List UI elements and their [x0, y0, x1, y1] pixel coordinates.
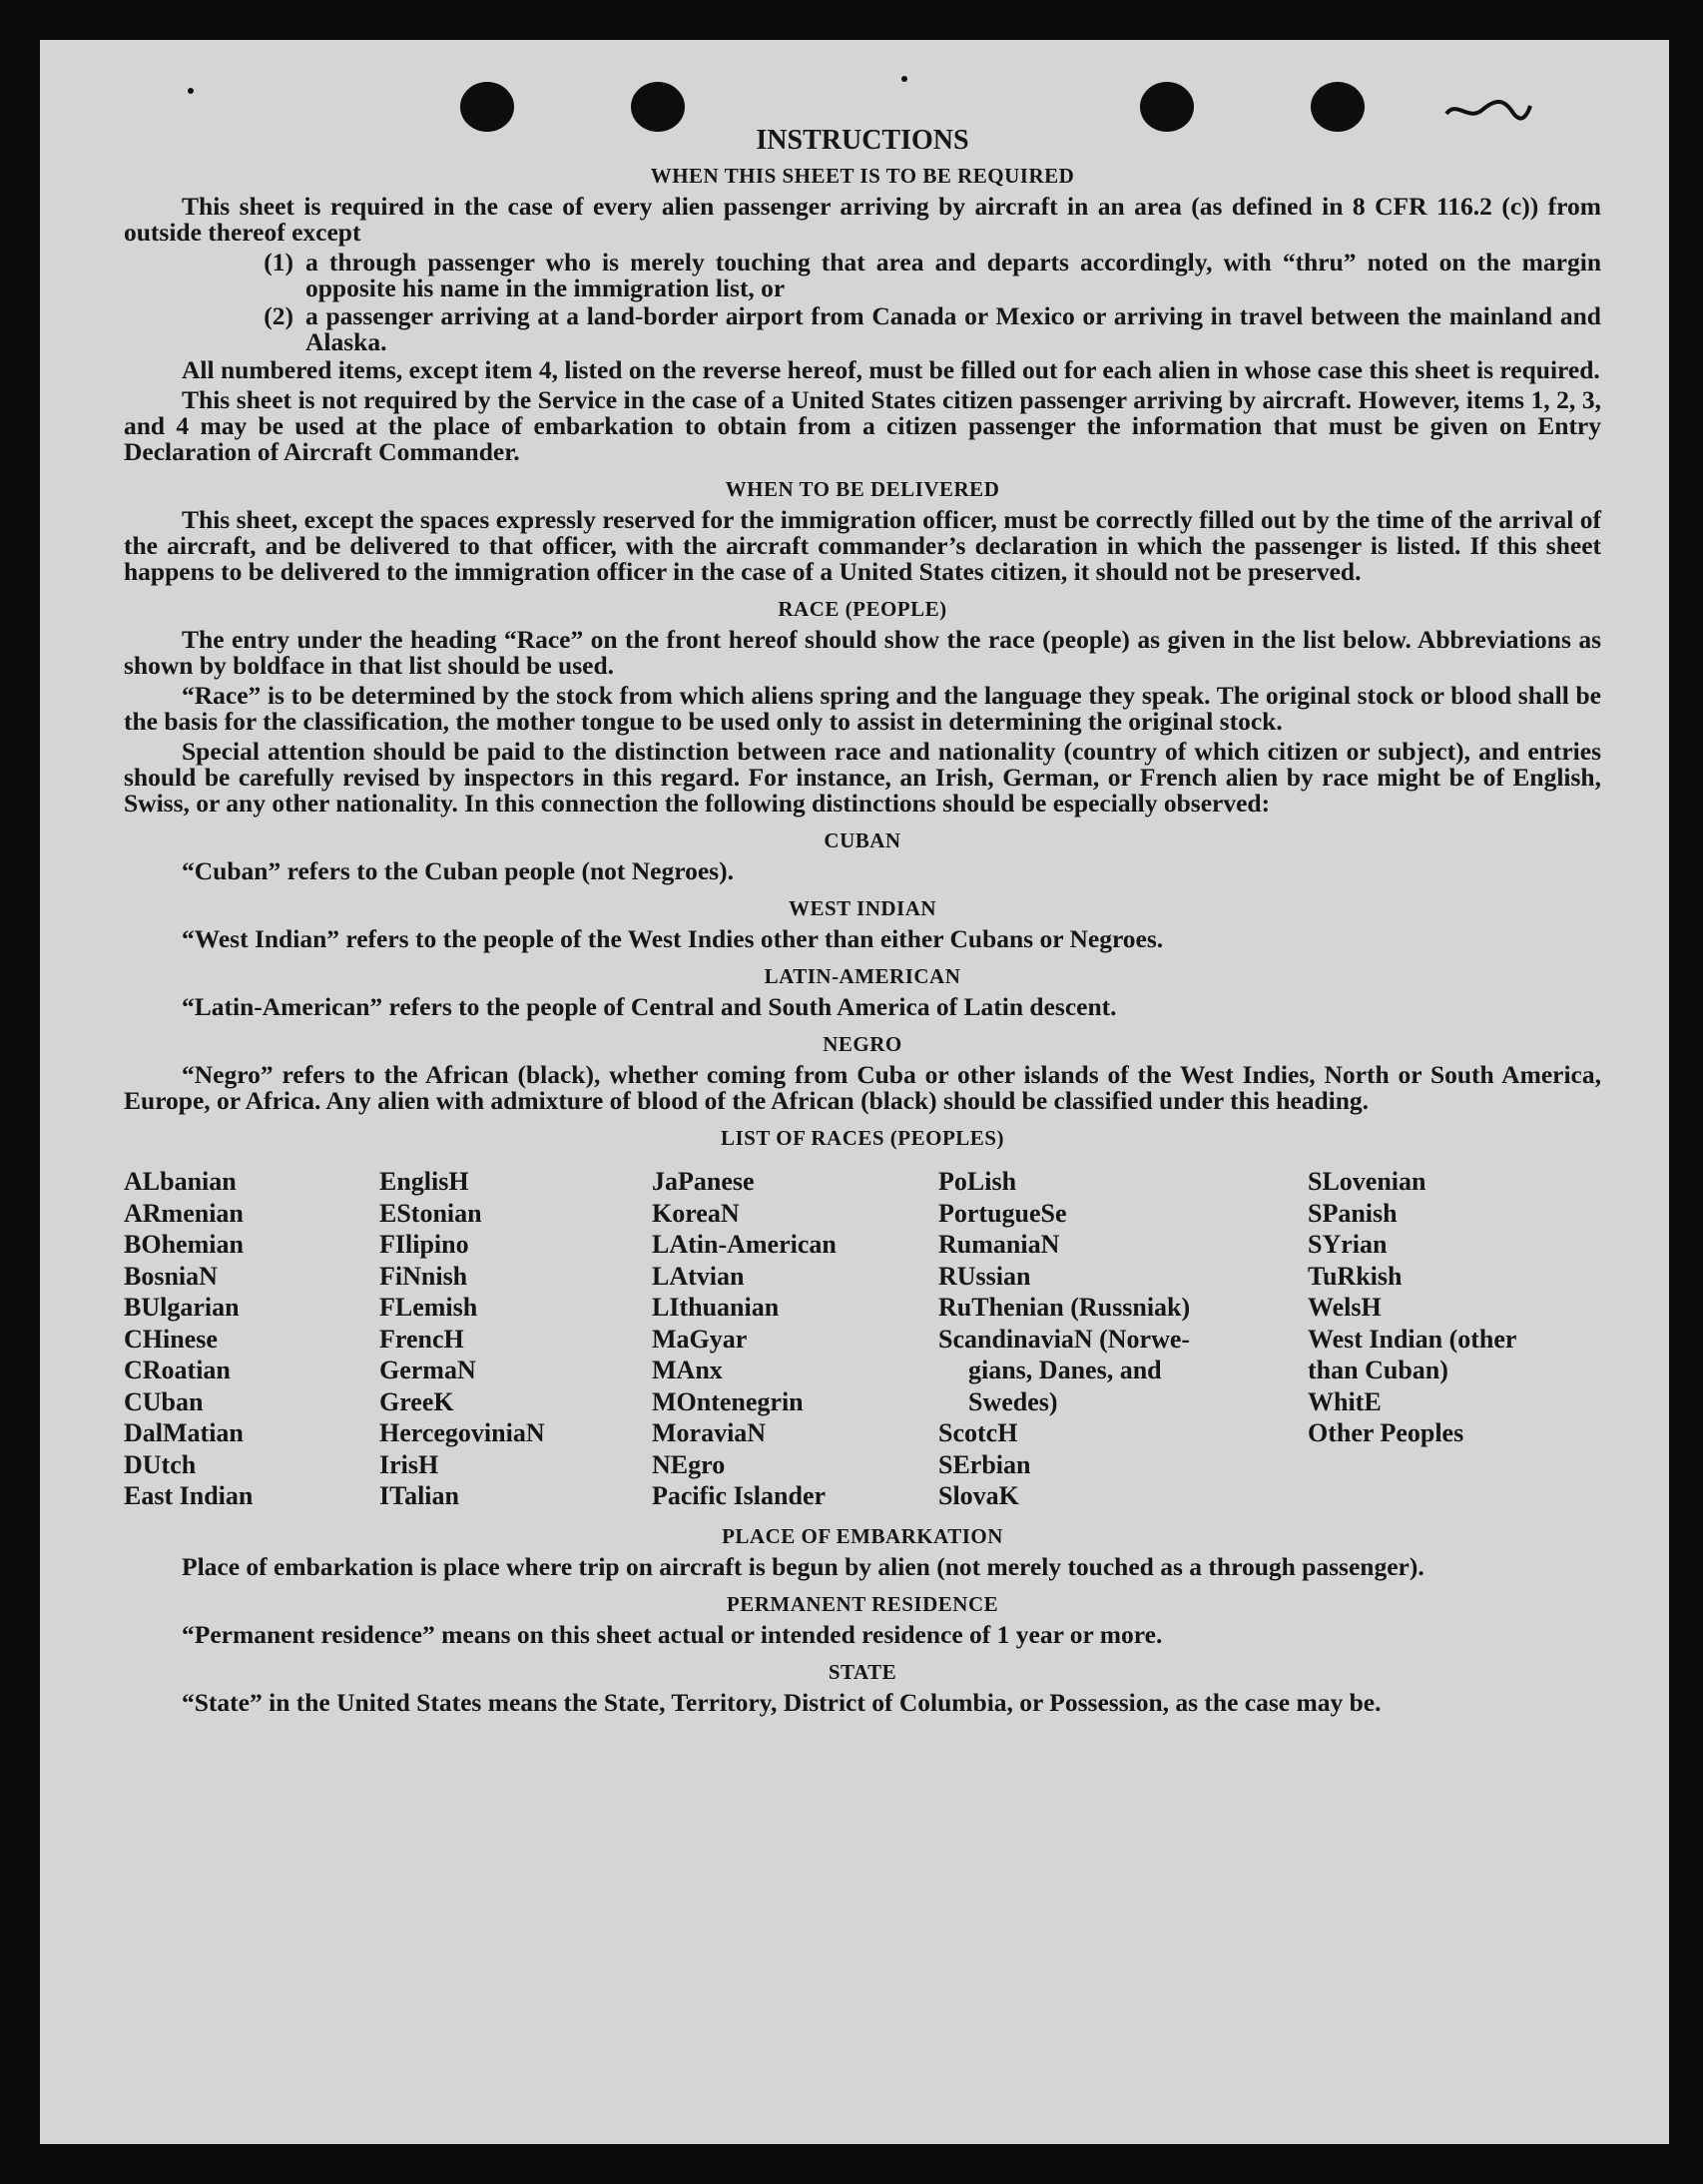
list-item: LAtvian [652, 1261, 745, 1291]
list-item: WhitE [1308, 1386, 1382, 1416]
list-item: FiNnish [379, 1261, 468, 1291]
section-heading-state: STATE [828, 1659, 897, 1684]
list-item: West Indian (other [1308, 1324, 1517, 1354]
section-heading-list-of-races: LIST OF RACES (PEOPLES) [721, 1126, 1004, 1150]
list-item: HercegoviniaN [379, 1418, 545, 1447]
section-heading-latin-american: LATIN-AMERICAN [764, 964, 961, 988]
list-item: FLemish [379, 1293, 478, 1322]
list-item: East Indian [124, 1481, 254, 1510]
list-item: ARmenian [124, 1198, 244, 1228]
list-item: EnglisH [379, 1167, 469, 1196]
paragraph-when-required-intro: This sheet is required in the case of every alien passenger arriving by aircraft in an area (as defined in 8 CFR 116.2 (c)) from outside thereof except [124, 192, 1601, 247]
list-item: FrencH [379, 1324, 464, 1354]
list-item: BOhemian [124, 1230, 244, 1259]
list-item: CRoatian [124, 1356, 231, 1384]
list-item: BUlgarian [124, 1293, 240, 1322]
list-item: NEgro [652, 1449, 726, 1479]
list-item: DUtch [124, 1449, 197, 1479]
instructions-body [124, 118, 1601, 1720]
races-column-1 [124, 1166, 379, 1512]
races-column-3 [652, 1166, 938, 1512]
list-item: GermaN [379, 1356, 476, 1384]
exception-item [124, 250, 1601, 301]
paragraph-west-indian: “West Indian” refers to the people of the West Indies other than either Cubans or Negroes. [182, 924, 1164, 953]
list-item: WelsH [1308, 1293, 1382, 1322]
list-item: JaPanese [652, 1167, 755, 1196]
paragraph-negro: “Negro” refers to the African (black), whether coming from Cuba or other islands of the West Indies, North or South America, Europe, or Africa. Any alien with admixture of blood of the African (black) should be classified under this heading. [124, 1060, 1601, 1115]
list-item: Swedes) [968, 1386, 1058, 1416]
speck [901, 76, 907, 82]
paragraph-numbered-items: All numbered items, except item 4, listed on the reverse hereof, must be filled out for each alien in whose case this sheet is required. [182, 355, 1600, 384]
exception-text: a through passenger who is merely touching that area and departs accordingly, with “thru” noted on the margin opposite his name in the immigration list, or [305, 248, 1601, 302]
paragraph-race-3: Special attention should be paid to the distinction between race and nationality (country of which citizen or subject), and entries should be carefully revised by inspectors in this regard. For instance, an Irish, German, or French alien by race might be of English, Swiss, or any other nationality. In this connection the following distinctions should be especially observed: [124, 737, 1601, 818]
list-item: CUban [124, 1386, 204, 1416]
exception-number: (1) [264, 248, 293, 276]
exception-text: a passenger arriving at a land-border airport from Canada or Mexico or arriving in travel between the mainland and Alaska. [305, 301, 1601, 356]
list-item: ScotcH [938, 1418, 1018, 1447]
paragraph-citizen: This sheet is not required by the Service in the case of a United States citizen passenger arriving by aircraft. However, items 1, 2, 3, and 4 may be used at the place of embarkation to obtain from a citizen passenger the information that must be given on Entry Declaration of Aircraft Commander. [124, 385, 1601, 466]
list-of-races [124, 1166, 1601, 1512]
races-column-5 [1308, 1166, 1601, 1512]
list-item: EStonian [379, 1198, 482, 1228]
list-item: MoraviaN [652, 1418, 767, 1447]
speck [188, 88, 194, 94]
list-item: RUssian [938, 1261, 1031, 1291]
list-item: CHinese [124, 1324, 218, 1354]
list-item: ScandinaviaN (Norwe- [938, 1324, 1191, 1354]
section-heading-when-delivered: WHEN TO BE DELIVERED [725, 477, 1000, 501]
list-item: FIlipino [379, 1230, 469, 1259]
list-item: Other Peoples [1308, 1418, 1464, 1447]
list-item: Pacific Islander [652, 1481, 827, 1510]
paragraph-permanent-residence: “Permanent residence” means on this sheet actual or intended residence of 1 year or more. [182, 1619, 1163, 1649]
section-heading-west-indian: WEST INDIAN [788, 896, 937, 920]
list-item: IrisH [379, 1449, 439, 1479]
list-item: LAtin-American [652, 1230, 837, 1259]
paragraph-cuban: “Cuban” refers to the Cuban people (not Negroes). [182, 856, 734, 885]
list-item: MOntenegrin [652, 1386, 804, 1416]
list-item: MAnx [652, 1356, 723, 1384]
section-heading-permanent-residence: PERMANENT RESIDENCE [726, 1591, 999, 1616]
list-item: SYrian [1308, 1230, 1388, 1259]
paragraph-state: “State” in the United States means the State, Territory, District of Columbia, or Possession, as the case may be. [182, 1687, 1382, 1717]
section-heading-cuban: CUBAN [824, 828, 901, 852]
list-item: RuThenian (Russniak) [938, 1293, 1191, 1322]
list-item: KoreaN [652, 1198, 740, 1228]
exception-number: (2) [264, 301, 293, 330]
paragraph-when-delivered: This sheet, except the spaces expressly reserved for the immigration officer, must be correctly filled out by the time of the arrival of the aircraft, and be delivered to that officer, with the aircraft commander’s declaration in which the passenger is listed. If this sheet happens to be delivered to the immigration officer in the case of a United States citizen, it should not be preserved. [124, 505, 1601, 586]
list-item: SErbian [938, 1449, 1031, 1479]
list-item: GreeK [379, 1386, 454, 1416]
list-item: gians, Danes, and [968, 1356, 1162, 1384]
paragraph-place-of-embarkation: Place of embarkation is place where trip on aircraft is begun by alien (not merely touched as a through passenger). [182, 1551, 1424, 1581]
exception-item [124, 303, 1601, 355]
list-item: SLovenian [1308, 1167, 1426, 1196]
document-sheet [40, 40, 1669, 2144]
paragraph-race-1: The entry under the heading “Race” on the front hereof should show the race (people) as given in the list below. Abbreviations as shown by boldface in that list should be used. [124, 625, 1601, 680]
page-title: INSTRUCTIONS [756, 125, 969, 156]
section-heading-race: RACE (PEOPLE) [778, 597, 947, 621]
paragraph-latin-american: “Latin-American” refers to the people of Central and South America of Latin descent. [182, 992, 1117, 1021]
list-item: ITalian [379, 1481, 459, 1510]
races-column-2 [379, 1166, 652, 1512]
list-item: SlovaK [938, 1481, 1019, 1510]
list-item: RumaniaN [938, 1230, 1060, 1259]
list-item: DalMatian [124, 1418, 244, 1447]
list-item: LIthuanian [652, 1293, 780, 1322]
list-item: MaGyar [652, 1324, 748, 1354]
races-column-4 [938, 1166, 1308, 1512]
list-item: TuRkish [1308, 1261, 1403, 1291]
section-heading-when-required: WHEN THIS SHEET IS TO BE REQUIRED [650, 164, 1075, 188]
list-item: SPanish [1308, 1198, 1398, 1228]
paragraph-race-2: “Race” is to be determined by the stock from which aliens spring and the language they speak. The original stock or blood shall be the basis for the classification, the mother tongue to be used only to assist in determining the original stock. [124, 681, 1601, 736]
list-item: PortugueSe [938, 1198, 1067, 1228]
list-item: ALbanian [124, 1167, 237, 1196]
section-heading-place-of-embarkation: PLACE OF EMBARKATION [722, 1523, 1003, 1548]
list-item: BosniaN [124, 1261, 218, 1291]
list-item: than Cuban) [1308, 1356, 1448, 1384]
list-item: PoLish [938, 1167, 1017, 1196]
section-heading-negro: NEGRO [823, 1032, 902, 1056]
